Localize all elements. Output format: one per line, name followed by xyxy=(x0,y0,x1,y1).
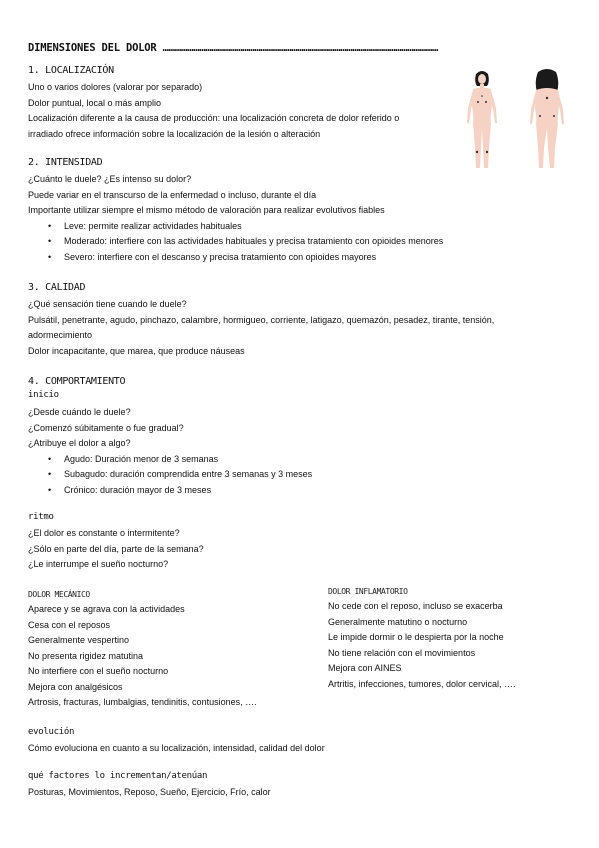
text-line: Mejora con AINES xyxy=(328,663,402,673)
text-line: Importante utilizar siempre el mismo método de valoración para realizar evolutivos fiables xyxy=(28,205,385,215)
localizacion-text xyxy=(28,80,399,142)
list-item: • Severo: interfiere con el descanso y precisa tratamiento con opioides mayores xyxy=(28,250,443,266)
text-line: Cesa con el reposos xyxy=(28,619,111,630)
intensidad-list xyxy=(28,219,443,266)
text-line: Uno o varios dolores (valorar por separado) xyxy=(28,82,203,92)
heading-comportamiento: 4. COMPORTAMIENTO xyxy=(28,376,126,387)
text-line: Le impide dormir o le despierta por la noche xyxy=(328,632,504,642)
list-item: • Leve: permite realizar actividades habituales xyxy=(28,219,443,235)
mecanico-text xyxy=(28,602,257,711)
body-pain-map-icon xyxy=(462,68,572,176)
evolucion-text xyxy=(28,741,325,757)
list-item: • Moderado: interfiere con las actividades habituales y precisa tratamiento con opioides menores xyxy=(28,234,443,250)
text-line: Cómo evoluciona en cuanto a su localización, intensidad, calidad del dolor xyxy=(28,743,325,753)
heading-localizacion: 1. LOCALIZACIÓN xyxy=(28,65,114,76)
calidad-text xyxy=(28,297,494,359)
list-item: • Crónico: duración mayor de 3 meses xyxy=(28,483,312,499)
text-line: ¿Desde cuándo le duele? xyxy=(28,407,131,417)
heading-dolor-mecanico: DOLOR MECÁNICO xyxy=(28,590,90,599)
text-line: No tiene relación con el movimientos xyxy=(328,647,476,658)
factores-text xyxy=(28,785,271,801)
inicio-text xyxy=(28,405,312,498)
text-line: Artrosis, fracturas, lumbalgias, tendinitis, contusiones, …. xyxy=(28,697,257,707)
inicio-list xyxy=(28,452,312,499)
heading-inicio: inicio xyxy=(28,390,59,400)
text-line: Posturas, Movimientos, Reposo, Sueño, Ejercicio, Frío, calor xyxy=(28,787,271,797)
text-line: Generalmente matutino o nocturno xyxy=(328,616,468,627)
text-line: ¿Cuánto le duele? ¿Es intenso su dolor? xyxy=(28,174,192,184)
text-line: No cede con el reposo, incluso se exacerba xyxy=(328,601,503,611)
text-line: Puede variar en el transcurso de la enfermedad o incluso, durante el día xyxy=(28,189,317,200)
text-line: No interfiere con el sueño nocturno xyxy=(28,666,169,676)
list-item: • Subagudo: duración comprendida entre 3 semanas y 3 meses xyxy=(28,467,312,483)
text-line: ¿El dolor es constante o intermitente? xyxy=(28,528,180,538)
page-title: DIMENSIONES DEL DOLOR ……………………………………………………………………………………………………………………… xyxy=(28,42,439,54)
inflamatorio-text xyxy=(328,599,516,692)
text-line: Pulsátil, penetrante, agudo, pinchazo, calambre, hormigueo, corriente, latigazo, quemazón, pesadez, tirante, tensión, xyxy=(28,314,495,325)
text-line: Dolor puntual, local o más amplio xyxy=(28,97,162,108)
text-line: Localización diferente a la causa de producción: una localización concreta de dolor referido o xyxy=(28,113,400,123)
text-line: Artritis, infecciones, tumores, dolor cervical, …. xyxy=(328,678,516,689)
text-line: Mejora con analgésicos xyxy=(28,681,123,692)
text-line: adormecimiento xyxy=(28,330,93,340)
text-line: irradiado ofrece información sobre la localización de la lesión o alteración xyxy=(28,128,321,139)
list-item: • Agudo: Duración menor de 3 semanas xyxy=(28,452,312,468)
heading-calidad: 3. CALIDAD xyxy=(28,282,86,293)
heading-factores: qué factores lo incrementan/atenúan xyxy=(28,771,208,781)
heading-intensidad: 2. INTENSIDAD xyxy=(28,157,103,168)
ritmo-text xyxy=(28,526,204,573)
text-line: ¿Sólo en parte del día, parte de la semana? xyxy=(28,543,204,554)
text-line: ¿Qué sensación tiene cuando le duele? xyxy=(28,299,187,309)
text-line: ¿Atribuye el dolor a algo? xyxy=(28,438,131,448)
intensidad-text xyxy=(28,172,443,265)
text-line: ¿Comenzó súbitamente o fue gradual? xyxy=(28,422,184,433)
heading-ritmo: ritmo xyxy=(28,512,54,522)
back-body-figure xyxy=(530,69,564,168)
heading-evolucion: evolución xyxy=(28,727,75,737)
text-line: Generalmente vespertino xyxy=(28,635,130,645)
front-body-figure xyxy=(467,71,497,168)
text-line: No presenta rigidez matutina xyxy=(28,650,144,661)
text-line: Dolor incapacitante, que marea, que produce náuseas xyxy=(28,345,245,356)
text-line: Aparece y se agrava con la actividades xyxy=(28,604,185,614)
text-line: ¿Le interrumpe el sueño nocturno? xyxy=(28,559,169,569)
heading-dolor-inflamatorio: DOLOR INFLAMATORIO xyxy=(328,587,408,596)
